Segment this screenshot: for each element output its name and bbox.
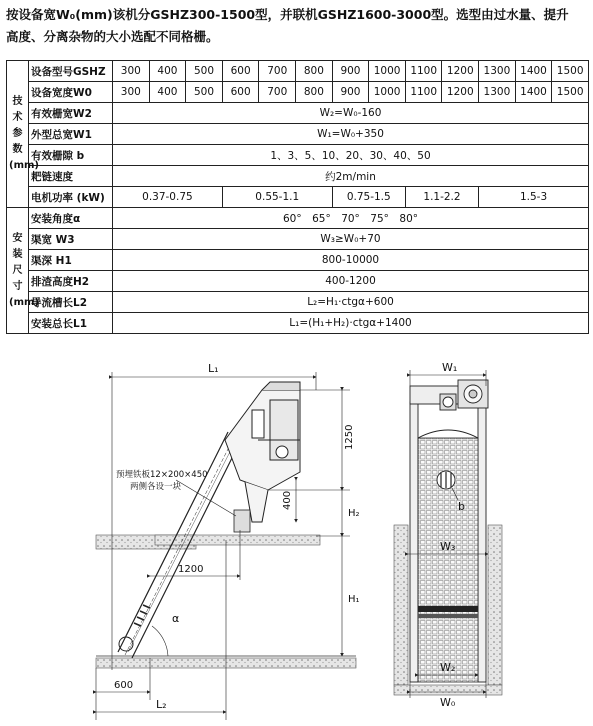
embedded-plate [234, 510, 250, 532]
dim-alpha: α [172, 612, 180, 625]
table-row [7, 166, 589, 187]
table-row [7, 271, 589, 292]
row-label: 导流槽长L2 [29, 292, 113, 313]
row-label: 安装角度α [29, 208, 113, 229]
installation-drawing [0, 340, 593, 726]
table-row-model [7, 61, 589, 82]
table-row [7, 313, 589, 334]
row-value: 60° 65° 70° 75° 80° [113, 208, 589, 229]
wall-left [394, 525, 408, 685]
row-label: 渠深 H1 [29, 250, 113, 271]
dim-W0: W₀ [440, 696, 456, 709]
table-row [7, 292, 589, 313]
row-value: L₁=(H₁+H₂)·ctgα+1400 [113, 313, 589, 334]
dim-H1: H₁ [348, 594, 360, 605]
model-cell: 1500 [552, 61, 589, 82]
model-cell: 800 [296, 61, 333, 82]
dim-W1: W₁ [442, 361, 458, 374]
table-row [7, 229, 589, 250]
side-view [96, 362, 360, 720]
row-value: L₂=H₁·ctgα+600 [113, 292, 589, 313]
row-label: 渠宽 W3 [29, 229, 113, 250]
width-cell: 1100 [405, 82, 442, 103]
width-cell: 300 [113, 82, 150, 103]
model-cell: 900 [332, 61, 369, 82]
model-cell: 1000 [369, 61, 406, 82]
intro-line-2: 高度、分离杂物的大小选配不同格栅。 [6, 29, 219, 44]
table-row [7, 250, 589, 271]
model-cell: 300 [113, 61, 150, 82]
ground-right [155, 535, 320, 545]
width-cell: 1000 [369, 82, 406, 103]
dim-600: 600 [114, 680, 134, 691]
power-label: 电机功率 (kW) [29, 187, 113, 208]
dim-L2: L₂ [156, 698, 167, 711]
row-value: 1、3、5、10、20、30、40、50 [113, 145, 589, 166]
width-cell: 900 [332, 82, 369, 103]
dim-400: 400 [282, 490, 293, 510]
dim-1250: 1250 [344, 424, 355, 450]
row-label: 有效栅宽W2 [29, 103, 113, 124]
front-view [394, 361, 502, 709]
row-label: 有效栅隙 b [29, 145, 113, 166]
row-value: 400-1200 [113, 271, 589, 292]
model-cell: 1200 [442, 61, 479, 82]
width-cell: 800 [296, 82, 333, 103]
model-label: 设备型号GSHZ [29, 61, 113, 82]
model-cell: 1300 [479, 61, 516, 82]
power-cell: 0.37-0.75 [113, 187, 223, 208]
dim-W3: W₃ [440, 540, 456, 553]
head-housing [225, 382, 300, 490]
intro-text [6, 4, 588, 48]
width-cell: 1200 [442, 82, 479, 103]
dim-1200: 1200 [178, 564, 204, 575]
model-cell: 500 [186, 61, 223, 82]
note-both-sides: 两侧各设一块 [130, 482, 182, 492]
drive-unit [410, 380, 488, 410]
row-label: 安装总长L1 [29, 313, 113, 334]
width-cell: 600 [222, 82, 259, 103]
row-value: W₂=W₀-160 [113, 103, 589, 124]
table-row-width [7, 82, 589, 103]
row-label: 外型总宽W1 [29, 124, 113, 145]
dim-H2: H₂ [348, 508, 360, 519]
row-label: 排渣高度H2 [29, 271, 113, 292]
dim-b: b [458, 500, 465, 513]
spec-table [6, 60, 589, 334]
width-label: 设备宽度W0 [29, 82, 113, 103]
power-cell: 1.5-3 [479, 187, 589, 208]
width-cell: 700 [259, 82, 296, 103]
width-cell: 1300 [479, 82, 516, 103]
width-cell: 1500 [552, 82, 589, 103]
power-cell: 0.75-1.5 [332, 187, 405, 208]
table-row [7, 145, 589, 166]
power-cell: 1.1-2.2 [405, 187, 478, 208]
width-cell: 1400 [515, 82, 552, 103]
row-value: 800-10000 [113, 250, 589, 271]
wall-right [488, 525, 502, 685]
row-value: W₁=W₀+350 [113, 124, 589, 145]
dim-L1: L₁ [208, 362, 219, 375]
dim-W2: W₂ [440, 661, 456, 674]
power-cell: 0.55-1.1 [222, 187, 332, 208]
model-cell: 1100 [405, 61, 442, 82]
model-cell: 1400 [515, 61, 552, 82]
width-cell: 400 [149, 82, 186, 103]
row-label: 耙链速度 [29, 166, 113, 187]
table-row [7, 124, 589, 145]
table-row-power [7, 187, 589, 208]
table-row [7, 103, 589, 124]
model-cell: 600 [222, 61, 259, 82]
section-install-label: 安装尺寸(mm) [7, 208, 29, 334]
note-embedded-plate: 预埋铁板12×200×450 [116, 470, 208, 480]
width-cell: 500 [186, 82, 223, 103]
row-value: 约2m/min [113, 166, 589, 187]
model-cell: 700 [259, 61, 296, 82]
model-cell: 400 [149, 61, 186, 82]
section-tech-label: 技术参数(mm) [7, 61, 29, 208]
row-value: W₃≥W₀+70 [113, 229, 589, 250]
table-row [7, 208, 589, 229]
intro-line-1: 按设备宽W₀(mm)该机分GSHZ300-1500型，并联机GSHZ1600-3000型。选型由过水量、提升 [6, 7, 569, 22]
